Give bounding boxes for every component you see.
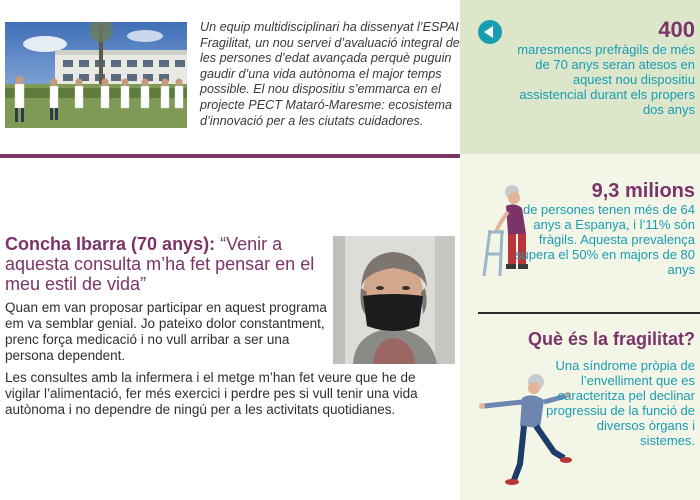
- section-divider: [0, 154, 460, 158]
- stat-value: 9,3 milions: [591, 180, 695, 202]
- stat-400: [505, 18, 695, 117]
- play-icon[interactable]: [478, 20, 502, 44]
- testimony-name: Concha Ibarra (70 anys):: [5, 234, 216, 254]
- stat-text: maresmencs prefràgils de més de 70 anys seran atesos en aquest nou dispositiu assistencial durant els propers dos anys: [517, 42, 695, 117]
- team-photo: [5, 22, 187, 128]
- intro-text: Un equip multidisciplinari ha dissenyat l’ESPAI Fragilitat, un nou servei d’avaluació integral de les persones d’edat avançada perquè puguin gaudir d’una vida autònoma el major temps possible. El nou dispositiu s’emmarca en el projecte PECT Mataró-Maresme: ecosistema d’innovació per a les ciutats cuidadores.: [200, 20, 460, 128]
- testimony-quote: “Venir a aquesta consulta m’ha fet pensar en el meu estil de vida”: [5, 234, 315, 294]
- side-divider: [478, 312, 700, 314]
- woman-photo-illustration: [333, 236, 455, 364]
- testimony-headline: [5, 234, 330, 294]
- woman-photo: [333, 236, 455, 364]
- stat-9-3-million: [505, 180, 695, 277]
- fragility-question: Què és la fragilitat?: [527, 329, 695, 349]
- stat-value: 400: [658, 17, 695, 42]
- team-photo-illustration: [5, 22, 187, 128]
- fragility-definition: Una síndrome pròpia de l’envelliment que es caracteritza pel declinar progressiu de la funció de diversos òrgans i sistemes.: [546, 358, 695, 448]
- stat-text: de persones tenen més de 64 anys a Espanya, i l’11% són fràgils. Aquesta prevalença supera el 50% en majors de 80 anys: [515, 202, 695, 277]
- testimony-paragraph-1: Quan em van proposar participar en aquest programa em va semblar genial. Jo pateixo dolor constantment, prenc força medicació i no vull arribar a ser una persona dependent.: [5, 300, 327, 363]
- testimony-paragraph-2: Les consultes amb la infermera i el metge m’han fet veure que he de vigilar l’alimentació, fer més exercici i perdre pes si vull tenir una vida autònoma i no dependre de ningú per a les activitats quotidianes.: [5, 370, 418, 417]
